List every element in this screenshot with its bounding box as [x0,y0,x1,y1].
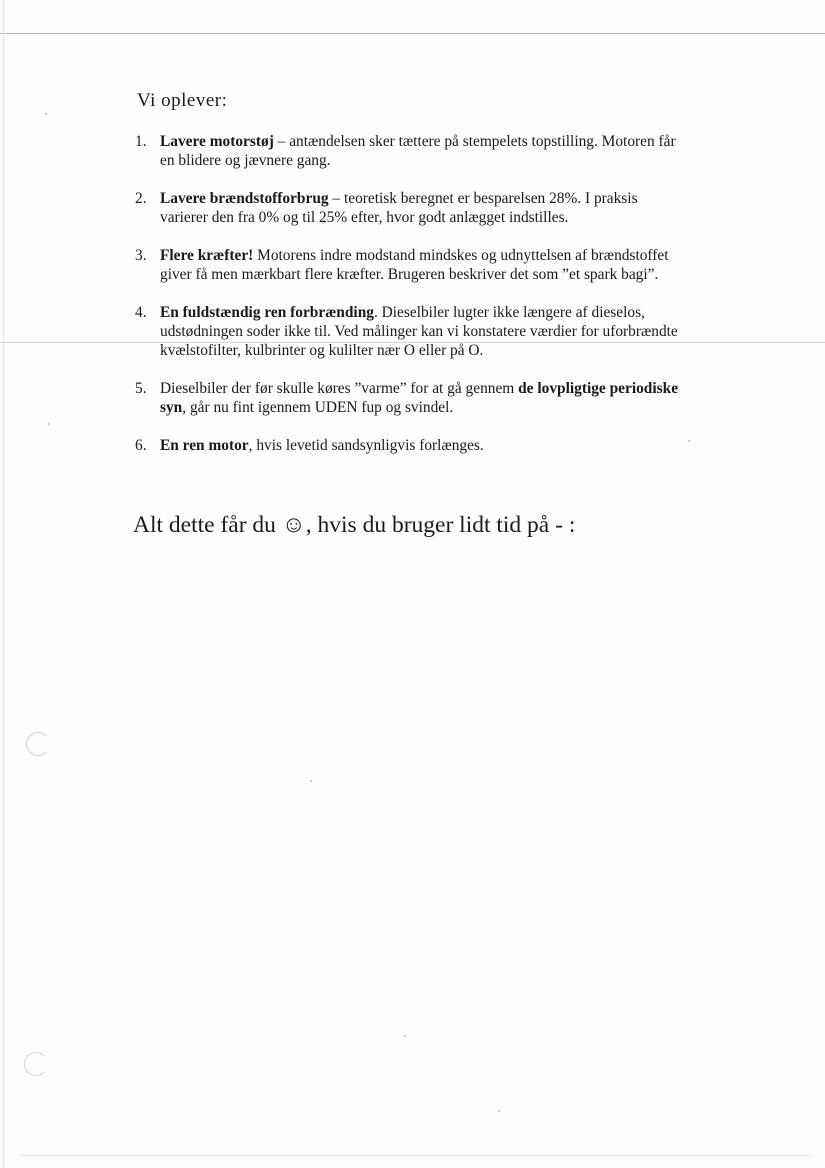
item-bold-lead: En ren motor [160,437,249,454]
item-text: kvælstofilter, kulbrinter og kulilter nær O eller på O. [160,342,484,359]
scan-speck [45,113,47,115]
item-bold-lead: Lavere motorstøj [160,133,274,150]
item-bold-lead: Flere kræfter! [160,247,254,264]
item-text: , hvis levetid sandsynligvis forlænges. [248,437,484,454]
item-text: – teoretisk beregnet er besparelsen 28%. I praksis [328,190,638,207]
item-bold-lead: Lavere brændstofforbrug [160,190,329,207]
list-item [133,189,723,227]
scan-speck [48,423,50,425]
item-number: 6. [135,437,147,454]
item-text: udstødningen soder ikke til. Ved målinger kan vi konstatere værdier for uforbrændte [160,323,678,340]
item-number: 2. [135,190,147,207]
item-number: 4. [135,304,147,321]
closing-text: Alt dette får du [133,512,282,538]
scan-speck [404,1035,406,1037]
item-number: 3. [135,247,147,264]
scan-speck [498,1110,500,1112]
item-bold-lead: syn [160,399,183,416]
punch-hole-upper [26,732,50,756]
scan-left-edge [3,0,4,1168]
smiley-icon: ☺ [281,512,306,538]
item-text: – antændelsen sker tættere på stempelets topstilling. Motoren får [273,133,676,150]
section-heading: Vi oplever: [137,90,228,111]
item-bold-lead: En fuldstændig ren forbrænding [160,304,374,321]
list-item [133,132,723,170]
item-number: 5. [135,380,147,397]
scan-top-rule [0,33,825,34]
item-bold-tail: de lovpligtige periodiske [518,380,679,397]
item-text: Dieselbiler der før skulle køres ”varme” for at gå gennem [160,380,519,397]
item-number: 1. [135,133,147,150]
item-text: . Dieselbiler lugter ikke længere af dieselos, [373,304,645,321]
item-text: giver få men mærkbart flere kræfter. Brugeren beskriver det som ”et spark bagi”. [160,266,659,283]
list-item [133,303,723,360]
list-item [133,436,723,455]
benefit-list [133,132,723,474]
list-item [133,379,723,417]
scan-bottom-noise [20,1155,810,1157]
closing-text: , hvis du bruger lidt tid på - : [305,512,576,538]
item-text: Motorens indre modstand mindskes og udnyttelsen af brændstoffet [253,247,669,264]
closing-line [133,512,575,539]
item-text: varierer den fra 0% og til 25% efter, hvor godt anlægget indstilles. [160,209,569,226]
list-item [133,246,723,284]
punch-hole-lower [24,1052,48,1076]
item-text: , går nu fint igennem UDEN fup og svindel. [182,399,454,416]
scan-speck [310,780,312,782]
item-text: en blidere og jævnere gang. [160,152,331,169]
